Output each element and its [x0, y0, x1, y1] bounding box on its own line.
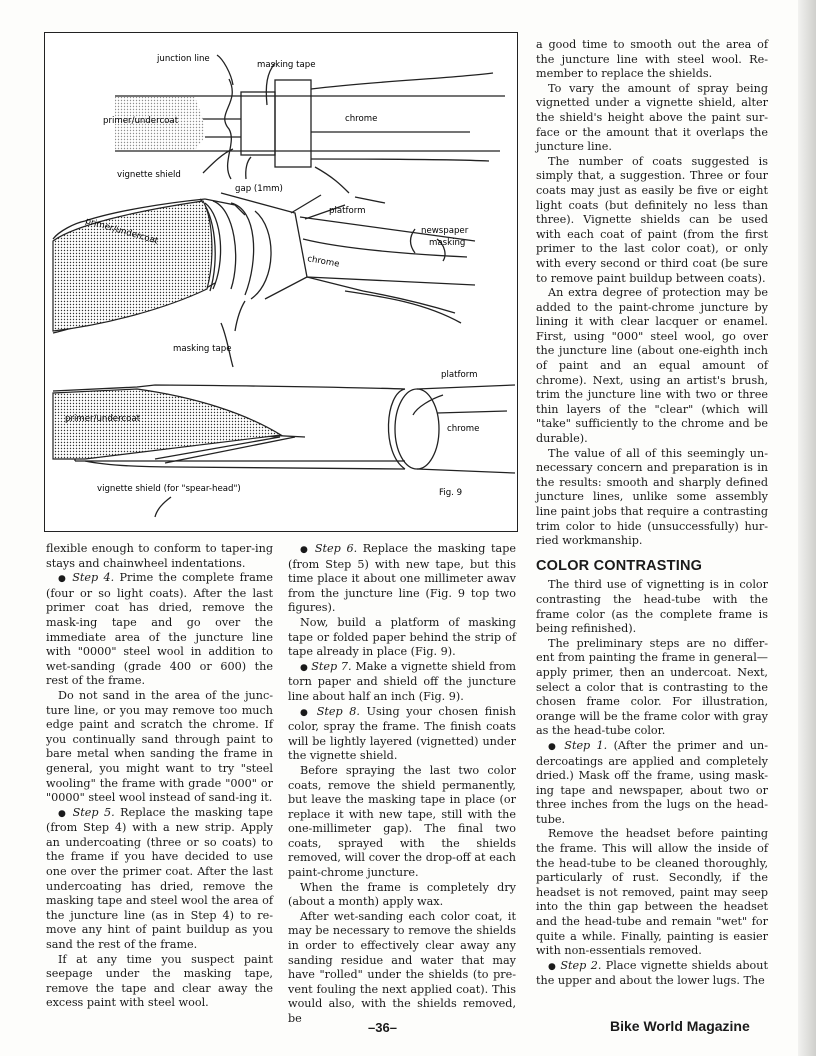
label-masking: masking	[429, 238, 466, 248]
paragraph: The third use of vignetting is in color contrasting the head-tube with the frame color (as the complete frame is being refinished).	[536, 578, 768, 636]
paragraph: An extra degree of protection may be added to the paint-chrome juncture by lining it with clear lacquer or enamel. First, using "000" steel wool, go over the juncture line (about one-eighth inch of paint and an equal amount of chrome). Next, using an artist's brush, trim the juncture line with two or three thin layers of the "clear" (which will "take" sufficiently to the chrome and be durable).	[536, 286, 768, 446]
bullet-icon: ●	[548, 961, 561, 972]
step-paragraph	[46, 806, 273, 953]
paragraph: The value of all of this seemingly un-necessary concern and preparation is in the results: smooth and sharply defined juncture lines, unlike some assembly line paint jobs that require a contrasting trim color to hide (unsuccessfully) hur-ried workmanship.	[536, 446, 768, 548]
step-label: Step 1.	[564, 738, 608, 752]
paragraph: flexible enough to conform to taper-ing stays and chainwheel indentations.	[46, 542, 273, 570]
step-paragraph	[536, 739, 768, 828]
step-text: Place vignette shields about the upper and about the lower lugs. The	[536, 958, 768, 988]
step-label: Step 2.	[560, 958, 602, 972]
page-edge-shadow	[798, 0, 816, 1056]
step-label: Step 7.	[311, 659, 352, 673]
label-platform-bottom: platform	[441, 370, 478, 380]
text-column-3	[536, 38, 768, 989]
section-heading: COLOR CONTRASTING	[536, 557, 703, 574]
paragraph: The preliminary steps are no differ-ent from painting the frame in general—apply primer, then an undercoat. Next, select a color that is contrasting to the chosen frame color. For illustration, orange will be the frame color with gray as the head-tube color.	[536, 636, 768, 738]
label-masking-tape-top: masking tape	[257, 60, 316, 70]
step-text: Using your chosen finish color, spray the frame. The finish coats will be lightly layered (vignetted) under the vignette shield.	[288, 704, 516, 763]
label-primer-undercoat-mid: primer/undercoat	[84, 216, 160, 247]
label-chrome-top: chrome	[345, 114, 378, 124]
label-platform-mid: platform	[329, 206, 366, 216]
label-primer-undercoat-bottom: primer/undercoat	[65, 414, 141, 424]
paragraph: a good time to smooth out the area of the juncture line with steel wool. Re-member to replace the shields.	[536, 38, 768, 81]
page-number: –36–	[368, 1020, 397, 1035]
paragraph: After wet-sanding each color coat, it may be necessary to remove the shields in order to effectively clear away any sanding residue and water that may have "rolled" under the shields (to pre-vent fouling the next applied coat). This would also, with the shields removed, be	[288, 909, 516, 1025]
figure-9	[44, 32, 518, 532]
bullet-icon: ●	[58, 808, 73, 819]
step-paragraph	[536, 959, 768, 989]
step-paragraph	[288, 542, 516, 616]
step-label: Step 5.	[72, 805, 115, 819]
step-paragraph	[46, 571, 273, 689]
step-text: Make a vignette shield from torn paper and shield off the juncture line about half an inch (Fig. 9).	[288, 659, 516, 703]
step-label: Step 6.	[314, 542, 358, 555]
bullet-icon: ●	[300, 545, 315, 555]
step-paragraph	[288, 660, 516, 705]
text-column-1	[46, 542, 273, 1011]
label-gap: gap (1mm)	[235, 184, 283, 194]
paragraph: Now, build a platform of masking tape or folded paper behind the strip of tape already in place (Fig. 9).	[288, 615, 516, 659]
step-paragraph	[288, 705, 516, 764]
bullet-icon: ●	[300, 662, 312, 673]
label-newspaper: newspaper	[421, 226, 469, 236]
magazine-name: Bike World Magazine	[610, 1018, 750, 1034]
label-chrome-mid: chrome	[306, 254, 341, 270]
label-vignette-shield: vignette shield	[117, 170, 181, 180]
bullet-icon: ●	[548, 741, 565, 752]
step-text: (After the primer and un-dercoatings are applied and completely dried.) Mask off the frame, using mask-ing tape and newspaper, about two or three inches from the lugs on the head-tube.	[536, 738, 768, 826]
bullet-icon: ●	[58, 574, 73, 585]
label-primer-undercoat-top: primer/undercoat	[103, 116, 179, 126]
step-text: Prime the complete frame (four or so light coats). After the last primer coat has dried, remove the mask-ing tape and go over the immediate area of the juncture line with "0000" steel wool in addition to wet-sanding (grade 400 or 600) the rest of the frame.	[46, 571, 273, 688]
text-column-2	[288, 542, 516, 1027]
step-text: Replace the masking tape (from Step 4) with a new strip. Apply an undercoating (three or so coats) to the frame if you have decided to use one over the primer coat. After the last undercoating has dried, remove the masking tape and steel wool the area of the juncture line (as in Step 4) to re-move any hint of paint buildup as you sand the rest of the frame.	[46, 805, 273, 952]
figure-9-drawing	[45, 33, 517, 531]
step-text: Replace the masking tape (from Step 5) with new tape, but this time place it about one millimeter awav from the juncture line (Fig. 9 top two figures).	[288, 542, 516, 615]
paragraph: To vary the amount of spray being vignetted under a vignette shield, alter the shield's height above the paint sur-face or the amount that it overlaps the juncture line.	[536, 81, 768, 154]
paragraph: Before spraying the last two color coats, remove the shield permanently, but leave the masking tape in place (or replace it with new tape, still with the one-millimeter gap). The final two coats, sprayed with the shields removed, will cover the drop-off at each paint-chrome juncture.	[288, 763, 516, 880]
figure-number: Fig. 9	[439, 488, 463, 498]
step-label: Step 8.	[316, 704, 360, 718]
paragraph: Remove the headset before painting the frame. This will allow the inside of the head-tube to be cleaned thoroughly, particularly of rust. Secondly, if the headset is not removed, paint may seep into the thin gap between the headset and the head-tube and remain "wet" for quite a while. Finally, painting is easier with non-essentials removed.	[536, 827, 768, 958]
paragraph: When the frame is completely dry (about a month) apply wax.	[288, 880, 516, 909]
label-junction-line: junction line	[157, 54, 210, 64]
paragraph: Do not sand in the area of the junc-ture line, or you may remove too much edge paint and scratch the chrome. If you continually sand through paint to bare metal when sanding the frame in general, you might want to try "steel wooling" the frame with grade "000" or "0000" steel wool instead of sand-ing it.	[46, 688, 273, 805]
label-masking-tape-mid: masking tape	[173, 344, 232, 354]
label-vignette-spear: vignette shield (for "spear-head")	[97, 484, 241, 494]
paragraph: The number of coats suggested is simply that, a suggestion. Three or four coats may just as easily be five or eight light coats (but definitely no less than three). Vignette shields can be used with each coat of paint (from the first primer to the last color coat), or only with every second or third coat (be sure to remove paint buildup between coats).	[536, 154, 768, 285]
paragraph: If at any time you suspect paint seepage under the masking tape, remove the tape and clear away the excess paint with steel wool.	[46, 952, 273, 1010]
step-label: Step 4.	[72, 571, 115, 585]
bullet-icon: ●	[300, 707, 317, 718]
label-chrome-bottom: chrome	[447, 424, 480, 434]
